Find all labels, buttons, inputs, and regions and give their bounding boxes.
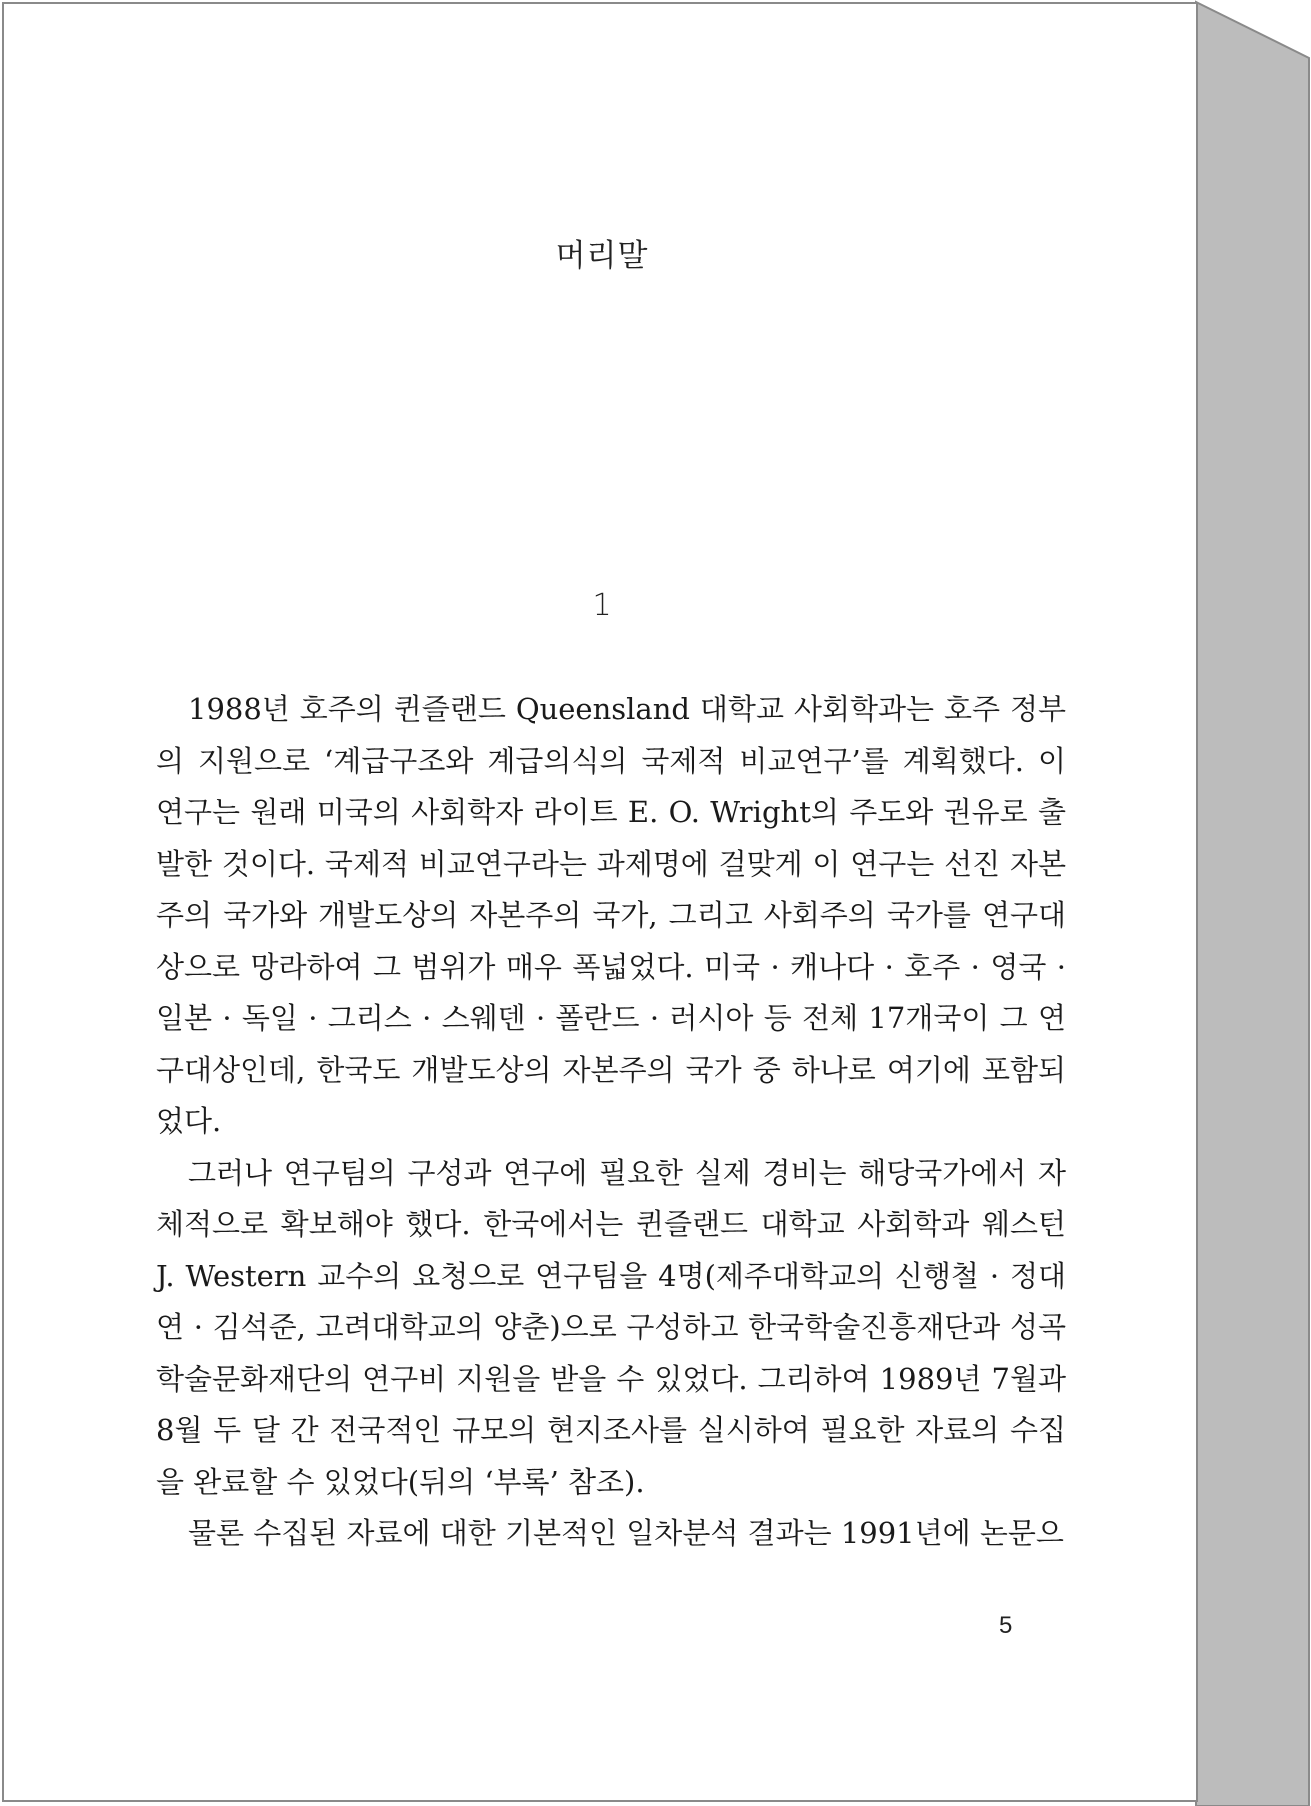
paragraph-1: 1988년 호주의 퀸즐랜드 Queensland 대학교 사회학과는 호주 정부의 지원으로 ‘계급구조와 계급의식의 국제적 비교연구’를 계획했다. 이 연구는 원래 미국의 사회학자 라이트 E. O. Wright의 주도와 권유로 출발한 것이다. 국제적 비교연구라는 과제명에 걸맞게 이 연구는 선진 자본주의 국가와 개발도상의 자본주의 국가, 그리고 사회주의 국가를 연구대상으로 망라하여 그 범위가 매우 폭넓었다. 미국 · 캐나다 · 호주 · 영국 · 일본 · 독일 · 그리스 · 스웨덴 · 폴란드 · 러시아 등 전체 17개국이 그 연구대상인데, 한국도 개발도상의 자본주의 국가 중 하나로 여기에 포함되었다. (156, 692, 1066, 1138)
chapter-title: 머리말 (555, 238, 649, 274)
page (2, 2, 1198, 1802)
section-number: 1 (592, 588, 612, 623)
paragraph-3: 물론 수집된 자료에 대한 기본적인 일차분석 결과는 1991년에 논문으 (188, 1516, 1064, 1550)
paragraph-2: 그러나 연구팀의 구성과 연구에 필요한 실제 경비는 해당국가에서 자체적으로 확보해야 했다. 한국에서는 퀸즐랜드 대학교 사회학과 웨스턴 J. Western 교수의 요청으로 연구팀을 4명(제주대학교의 신행철 · 정대연 · 김석준, 고려대학교의 양춘)으로 구성하고 한국학술진흥재단과 성곡학술문화재단의 연구비 지원을 받을 수 있었다. 그리하여 1989년 7월과 8월 두 달 간 전국적인 규모의 현지조사를 실시하여 필요한 자료의 수집을 완료할 수 있었다(뒤의 ‘부록’ 참조). (156, 1155, 1066, 1499)
body-text (156, 684, 1066, 1560)
page-number: 5 (999, 1612, 1013, 1639)
